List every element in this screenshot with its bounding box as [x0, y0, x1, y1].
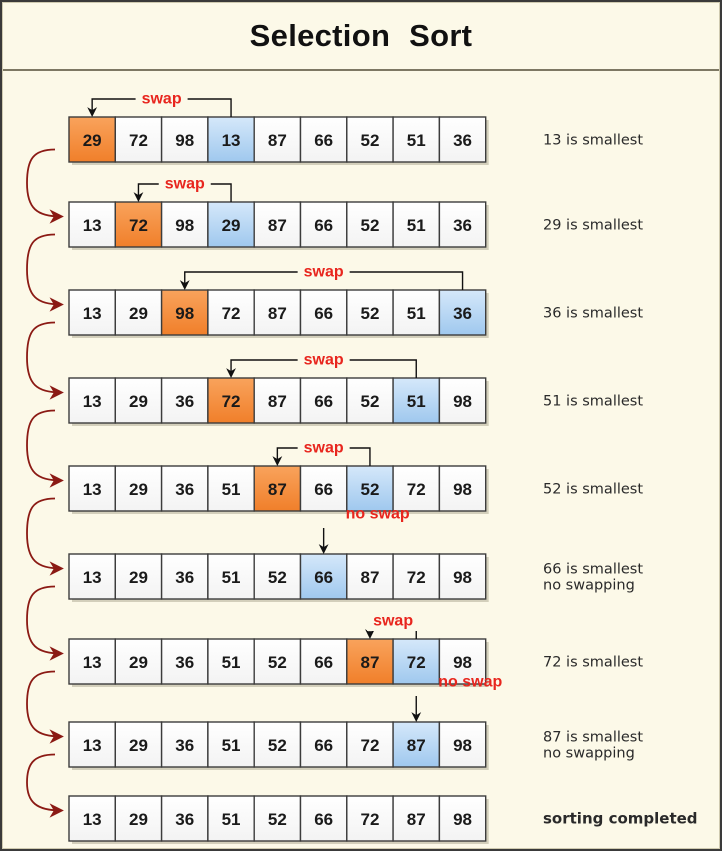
sort-step-row [69, 796, 698, 844]
swap-label: swap [141, 90, 182, 108]
step-description: sorting completed [543, 809, 698, 828]
array-cell-value: 87 [267, 216, 287, 235]
array-cell-value: 29 [128, 568, 148, 587]
array-cell-value: 72 [221, 304, 241, 323]
array-cell-value: 98 [453, 810, 473, 829]
flow-arrow [27, 411, 61, 481]
array-cell-value: 51 [221, 568, 241, 587]
step-description: 87 is smallest [543, 729, 644, 746]
array-cell-value: 87 [406, 736, 426, 755]
array-cell-value: 66 [314, 304, 334, 323]
array-cell-value: 87 [406, 810, 426, 829]
array-cell-value: 29 [128, 810, 148, 829]
array-cell-value: 29 [82, 131, 102, 150]
sort-step-row [69, 611, 643, 687]
array-cell-value: 72 [360, 810, 380, 829]
array-cell-value: 13 [82, 392, 102, 411]
array-cell-value: 13 [82, 736, 102, 755]
sort-step-row [69, 89, 643, 165]
flow-arrow [27, 587, 61, 654]
array-cell-value: 66 [314, 392, 334, 411]
array-cell-value: 52 [267, 736, 287, 755]
array-cell-value: 72 [128, 216, 148, 235]
array-cell-value: 13 [82, 568, 102, 587]
sort-step-row [69, 674, 643, 771]
array-cell-value: 36 [453, 216, 473, 235]
page-title: Selection Sort [249, 18, 473, 53]
array-cell-value: 87 [267, 480, 287, 499]
array-cell-value: 36 [175, 392, 195, 411]
array-cell-value: 66 [314, 131, 334, 150]
array-cell-value: 36 [175, 653, 195, 672]
array-cell-value: 87 [360, 653, 380, 672]
step-description: 66 is smallest [543, 561, 644, 578]
array-cell-value: 66 [314, 216, 334, 235]
array-cell-value: 13 [82, 480, 102, 499]
array-cell-value: 72 [128, 131, 148, 150]
array-cell-value: 98 [453, 392, 473, 411]
flow-arrow [27, 150, 61, 217]
array-cell-value: 52 [360, 131, 380, 150]
flow-arrow [27, 323, 61, 393]
swap-label: swap [373, 612, 414, 630]
array-cell-value: 36 [453, 304, 473, 323]
sort-step-row [69, 262, 643, 338]
array-cell-value: 51 [221, 810, 241, 829]
array-cell-value: 51 [221, 653, 241, 672]
sort-step-row [69, 506, 643, 603]
array-cell-value: 87 [267, 304, 287, 323]
sort-step-row [69, 438, 643, 514]
array-cell-value: 13 [221, 131, 241, 150]
array-cell-value: 36 [453, 131, 473, 150]
array-cell-value: 36 [175, 568, 195, 587]
array-cell-value: 66 [314, 653, 334, 672]
array-cell-value: 36 [175, 736, 195, 755]
array-cell-value: 29 [128, 480, 148, 499]
array-cell-value: 51 [221, 480, 241, 499]
sort-step-row [69, 350, 643, 426]
array-cell-value: 98 [175, 216, 195, 235]
array-cell-value: 87 [267, 392, 287, 411]
array-cell-value: 98 [453, 480, 473, 499]
step-description: 36 is smallest [543, 305, 644, 322]
array-cell-value: 98 [453, 568, 473, 587]
array-cell-value: 72 [406, 480, 426, 499]
array-cell-value: 52 [360, 480, 380, 499]
array-cell-value: 51 [406, 304, 426, 323]
array-cell-value: 66 [314, 568, 334, 587]
array-cell-value: 52 [360, 392, 380, 411]
array-cell-value: 29 [128, 392, 148, 411]
array-cell-value: 87 [267, 131, 287, 150]
swap-label: swap [303, 351, 344, 369]
flow-arrow [27, 499, 61, 569]
array-cell-value: 72 [406, 653, 426, 672]
array-cell-value: 72 [221, 392, 241, 411]
flow-arrow [27, 235, 61, 305]
step-description: no swapping [543, 745, 635, 762]
flow-arrow [27, 672, 61, 737]
array-cell-value: 29 [128, 736, 148, 755]
array-cell-value: 36 [175, 480, 195, 499]
array-cell-value: 51 [406, 131, 426, 150]
no-swap-label: no swap [345, 505, 410, 523]
array-cell-value: 98 [175, 131, 195, 150]
array-cell-value: 87 [360, 568, 380, 587]
array-cell-value: 52 [360, 216, 380, 235]
step-description: 13 is smallest [543, 132, 644, 149]
array-cell-value: 51 [406, 216, 426, 235]
array-cell-value: 52 [267, 810, 287, 829]
no-swap-label: no swap [438, 673, 503, 691]
step-description: 72 is smallest [543, 654, 644, 671]
step-description: 29 is smallest [543, 217, 644, 234]
swap-label: swap [303, 439, 344, 457]
step-description: no swapping [543, 577, 635, 594]
array-cell-value: 29 [128, 304, 148, 323]
array-cell-value: 51 [406, 392, 426, 411]
array-cell-value: 98 [453, 736, 473, 755]
array-cell-value: 52 [360, 304, 380, 323]
array-cell-value: 66 [314, 736, 334, 755]
array-cell-value: 29 [221, 216, 241, 235]
array-cell-value: 98 [453, 653, 473, 672]
array-cell-value: 52 [267, 653, 287, 672]
array-cell-value: 72 [360, 736, 380, 755]
array-cell-value: 29 [128, 653, 148, 672]
selection-sort-diagram [3, 3, 720, 849]
array-cell-value: 72 [406, 568, 426, 587]
array-cell-value: 51 [221, 736, 241, 755]
step-description: 52 is smallest [543, 481, 644, 498]
array-cell-value: 13 [82, 216, 102, 235]
flow-arrow [27, 755, 61, 811]
swap-label: swap [303, 263, 344, 281]
array-cell-value: 13 [82, 304, 102, 323]
diagram-frame [2, 2, 720, 849]
array-cell-value: 52 [267, 568, 287, 587]
array-cell-value: 98 [175, 304, 195, 323]
array-cell-value: 36 [175, 810, 195, 829]
sort-step-row [69, 174, 643, 250]
array-cell-value: 13 [82, 810, 102, 829]
step-description: 51 is smallest [543, 393, 644, 410]
swap-label: swap [164, 175, 205, 193]
array-cell-value: 13 [82, 653, 102, 672]
array-cell-value: 66 [314, 810, 334, 829]
array-cell-value: 66 [314, 480, 334, 499]
